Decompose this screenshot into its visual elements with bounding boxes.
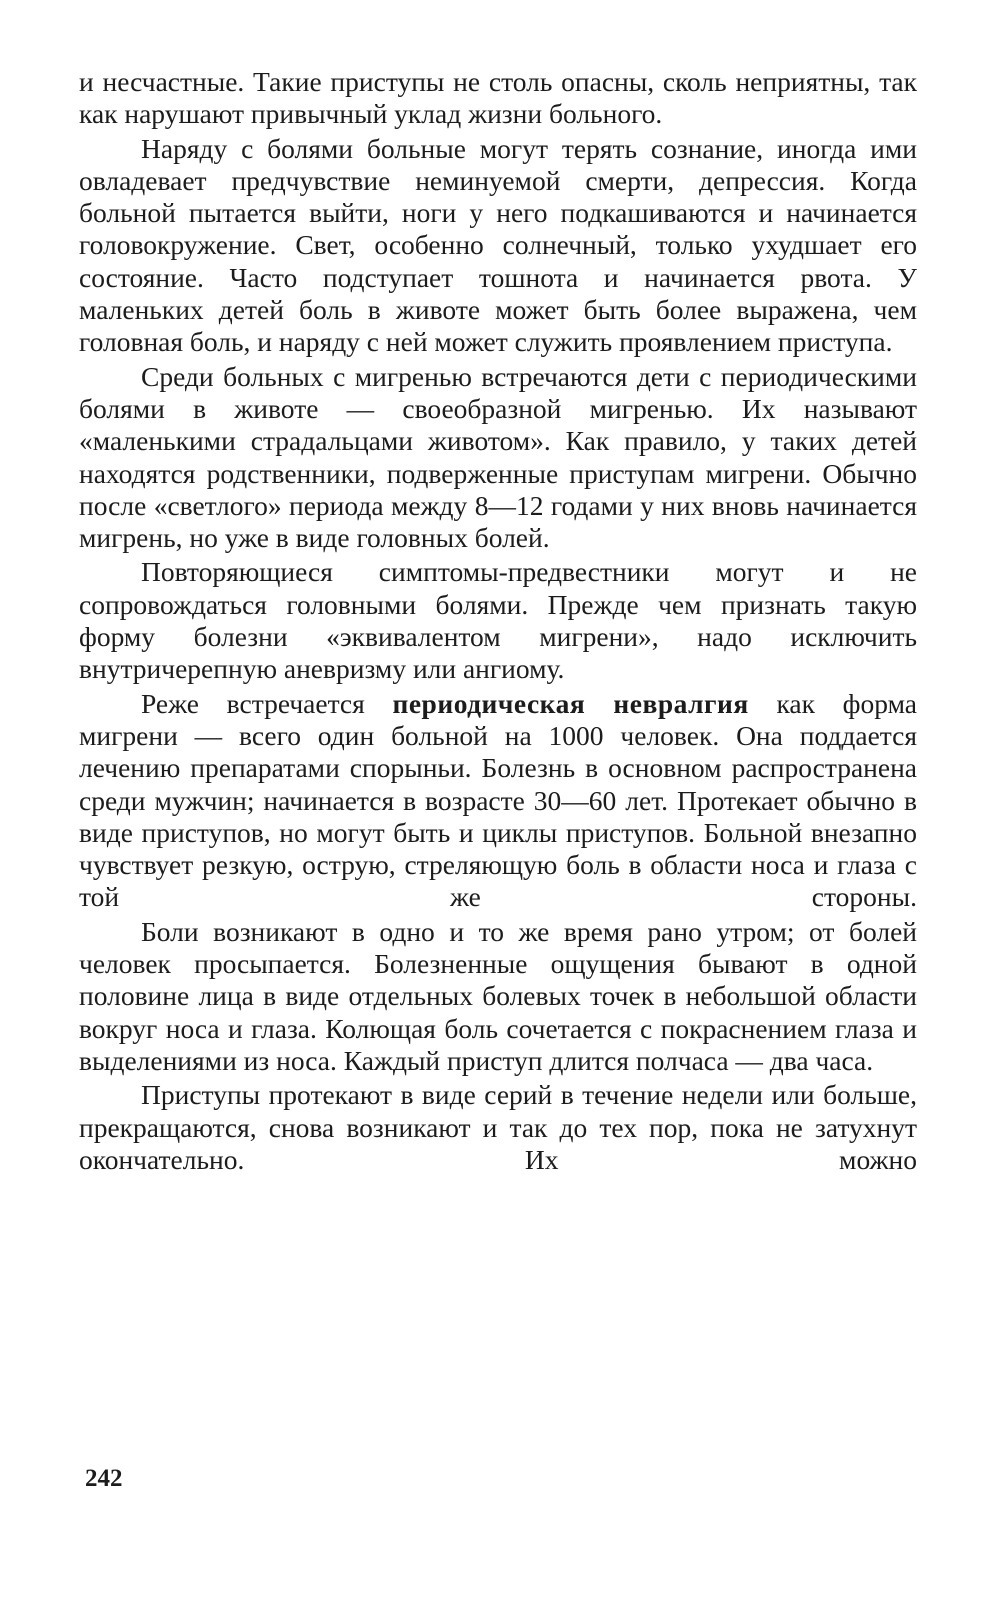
paragraph-5-before: Реже встречается [141,687,393,719]
paragraph-7 [79,1079,917,1176]
page-number: 242 [85,1465,123,1492]
page-body [79,66,917,1176]
paragraph-7-text: Приступы протекают в виде серий в течение недели или больше, прекращаются, снова возникают и так до тех пор, пока не затухнут окончательно. Их можно [79,1079,917,1175]
paragraph-1-text: и несчастные. Такие приступы не столь опасны, сколь неприятны, так как нарушают привычный уклад жизни больного. [79,66,917,130]
paragraph-1 [79,66,917,131]
paragraph-4 [79,556,917,685]
paragraph-2-text: Наряду с болями больные могут терять сознание, иногда ими овладевает предчувствие неминуемой смерти, депрессия. Когда больной пытается выйти, ноги у него подкашиваются и начинается головокружение. Свет, особенно солнечный, только ухудшает его состояние. Часто подступает тошнота и начинается рвота. У маленьких детей боль в животе может быть более выражена, чем головная боль, и наряду с ней может служить проявлением приступа. [79,132,917,358]
paragraph-4-text: Повторяющиеся симптомы-предвестники могут и не сопровождаться головными болями. Прежде чем признать такую форму болезни «эквивалентом мигрени», надо исключить внутричерепную аневризму или ангиому. [79,556,917,685]
paragraph-2 [79,133,917,359]
paragraph-6 [79,916,917,1077]
term-periodic-neuralgia: периодическая невралгия [392,687,749,719]
paragraph-5 [79,688,917,914]
paragraph-3-text: Среди больных с мигренью встречаются дети с периодическими болями в животе — своеобразной мигренью. Их называют «маленькими страдальцами животом». Как правило, у таких детей находятся родственники, подверженные приступам мигрени. Обычно после «светлого» периода между 8—12 годами у них вновь начинается мигрень, но уже в виде головных болей. [79,360,917,554]
paragraph-3 [79,361,917,555]
paragraph-5-after: как форма мигрени — всего один больной на 1000 человек. Она поддается лечению препаратами спорыньи. Болезнь в основном распространена среди мужчин; начинается в возрасте 30—60 лет. Протекает обычно в виде приступов, но могут быть и циклы приступов. Больной внезапно чувствует резкую, острую, стреляющую боль в области носа и глаза с той же стороны. [79,687,917,913]
paragraph-6-text: Боли возникают в одно и то же время рано утром; от болей человек просыпается. Болезненные ощущения бывают в одной половине лица в виде отдельных болевых точек в небольшой области вокруг носа и глаза. Колющая боль сочетается с покраснением глаза и выделениями из носа. Каждый приступ длится полчаса — два часа. [79,915,917,1076]
